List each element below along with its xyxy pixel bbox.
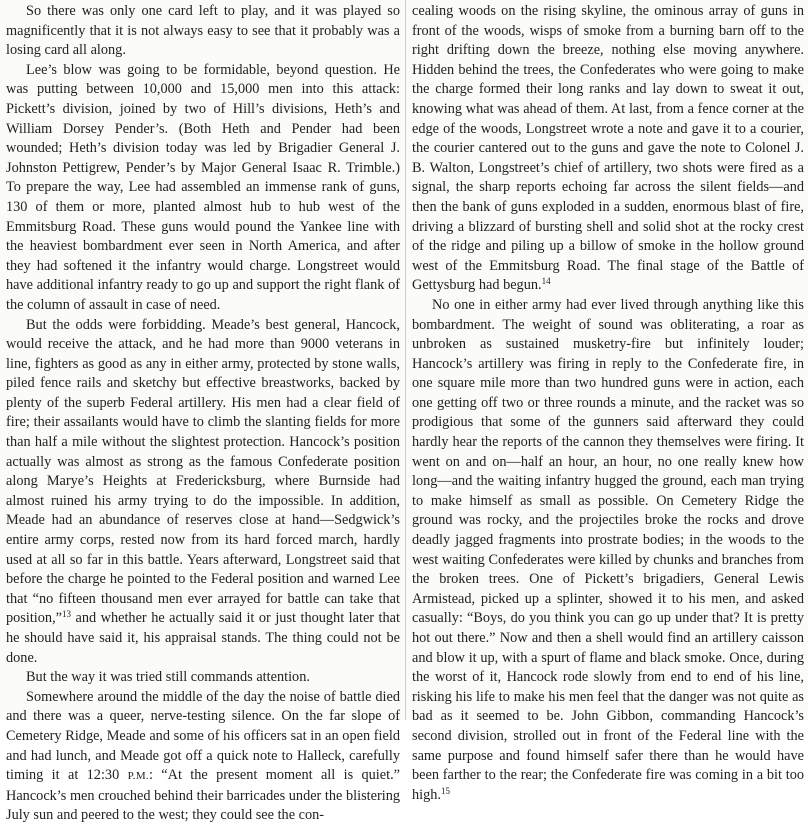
paragraph-last-card bbox=[6, 2, 400, 61]
paragraph-text: cealing woods on the rising skyline, the ominous array of guns in front of the woods, wisps of smoke from a burning barn off to the right drifting down the breeze, nothing else moving anywhere. Hidden behind the trees, the Confederates who were going to make the charge formed their long ranks and lay down to sweat it out, knowing what was ahead of them. At last, from a fence corner at the edge of the woods, Longstreet wrote a note and gave it to a courier, the courier cantered out to the guns and gave the note to Colonel J. B. Walton, Longstreet’s chief of artillery, two shots were fired as a signal, the sharp reports echoing far across the silent fields—and then the bank of guns exploded in a sudden, enormous blast of fire, driving a blizzard of bursting shell and solid shot at the rocky crest of the ridge and piling up a billow of smoke in the hollow ground west of the Emmitsburg Road. The final stage of the Battle of Gettysburg had begun. bbox=[412, 3, 804, 294]
small-caps-pm: P.M. bbox=[127, 770, 149, 783]
paragraph-text: Lee’s blow was going to be formidable, beyond question. He was putting between 10,000 and 15,000 men into this attack: Pickett’s division, joined by two of Hill’s divisions, Heth’s and William Dorsey Pender’s. (Both Heth and Pender had been wounded; Heth’s division today was led by Brigadier General J. Johnston Pettigrew, Pender’s by Major General Isaac R. Trimble.) To prepare the way, Lee had assembled an immense rank of guns, 130 of them or more, planted almost hub to hub west of the Emmitsburg Road. These guns would pound the Yankee line with the heaviest bombardment ever seen in North America, and after they had softened it the infantry would charge. Longstreet would have additional infantry ready to go up and support the right flank of the column of assault in case of need. bbox=[6, 61, 400, 313]
paragraph-text: But the way it was tried still commands attention. bbox=[26, 669, 310, 686]
paragraph-text: So there was only one card left to play, and it was played so magnificently that it is not always easy to see that it probably was a losing card all along. bbox=[6, 3, 400, 59]
paragraph-continued-woods bbox=[412, 2, 804, 296]
paragraph-bombardment bbox=[412, 296, 804, 805]
column-divider bbox=[405, 0, 406, 720]
paragraph-text: Somewhere around the middle of the day the noise of battle died and there was a queer, nerve-testing silence. On the far slope of Cemetery Ridge, Meade and some of his officers sat in an open field and had lunch, and Meade got off a quick note to Halleck, carefully timing it at 12:30 bbox=[6, 688, 400, 784]
footnote-ref-13: 13 bbox=[62, 609, 71, 620]
paragraph-text: : “At the present moment all is quiet.” Hancock’s men crouched behind their barricades under the blistering July sun and peered to the west; they could see the con- bbox=[6, 767, 400, 824]
paragraph-text: No one in either army had ever lived through anything like this bombardment. The weight of sound was obliterating, a roar as unbroken as sustained musketry-fire but infinitely louder; Hancock’s artillery was firing in reply to the Confederate fire, in one square mile more than two hundred guns were in action, each one getting off two or three rounds a minute, and the racket was so prodigious that some of the gunners said afterward they could hardly hear the reports of the cannon they themselves were firing. It went on and on—half an hour, an hour, no one really knew how long—and the waiting infantry hugged the ground, each man trying to make himself as small as possible. On Cemetery Ridge the ground was rocky, and the projectiles broke the rocks and drove deadly jagged fragments into prostrate bodies; in the woods to the west waiting Confederates were killed by chunks and branches from the broken trees. One of Pickett’s brigadiers, General Lewis Armistead, picked up a splinter, showed it to his men, and asked casually: “Boys, do you think you can go up under that? It is pretty hot out there.” Now and then a shell would find an artillery caisson and blow it up, with a spurt of flame and black smoke. Once, during the worst of it, Hancock rode slowly from end to end of his line, risking his life to make his men feel that the danger was not quite as bad as it seemed to be. John Gibbon, commanding Hancock’s second division, strolled out in front of the Federal line with the same purpose and found himself safer there than he would have been farther to the rear; the Confederate fire was coming in a bit too high. bbox=[412, 296, 804, 803]
footnote-ref-15: 15 bbox=[441, 785, 450, 796]
paragraph-silence bbox=[6, 688, 400, 826]
paragraph-text: But the odds were forbidding. Meade’s best general, Hancock, would receive the attack, and he had more than 9000 veterans in line, fighters as good as any in either army, protected by stone walls, piled fence rails and sketchy but effective breastworks, backed by plenty of the superb Federal artillery. His men had a clear field of fire; their assailants would have to climb the slanting fields for more than half a mile without the slightest protection. Hancock’s position actually was almost as strong as the famous Confederate position along Marye’s Heights at Fredericksburg, where Burnside had almost ruined his army trying to do the impossible. In addition, Meade had an abundance of reserves close at hand—Sedgwick’s entire army corps, rested now from its hard forced march, hardly used at all so far in this battle. Years afterward, Longstreet said that before the charge he pointed to the Federal position and warned Lee that “no fifteen thousand men ever arrayed for battle can take that position,” bbox=[6, 316, 400, 627]
paragraph-odds-forbidding bbox=[6, 316, 400, 669]
paragraph-text: and whether he actually said it or just thought later that he should have said it, his appraisal stands. The thing could not be done. bbox=[6, 610, 400, 666]
left-column bbox=[6, 2, 400, 824]
paragraph-way-it-was-tried bbox=[6, 668, 400, 688]
footnote-ref-14: 14 bbox=[541, 276, 551, 287]
paragraph-lees-blow bbox=[6, 61, 400, 316]
right-column bbox=[412, 2, 804, 803]
